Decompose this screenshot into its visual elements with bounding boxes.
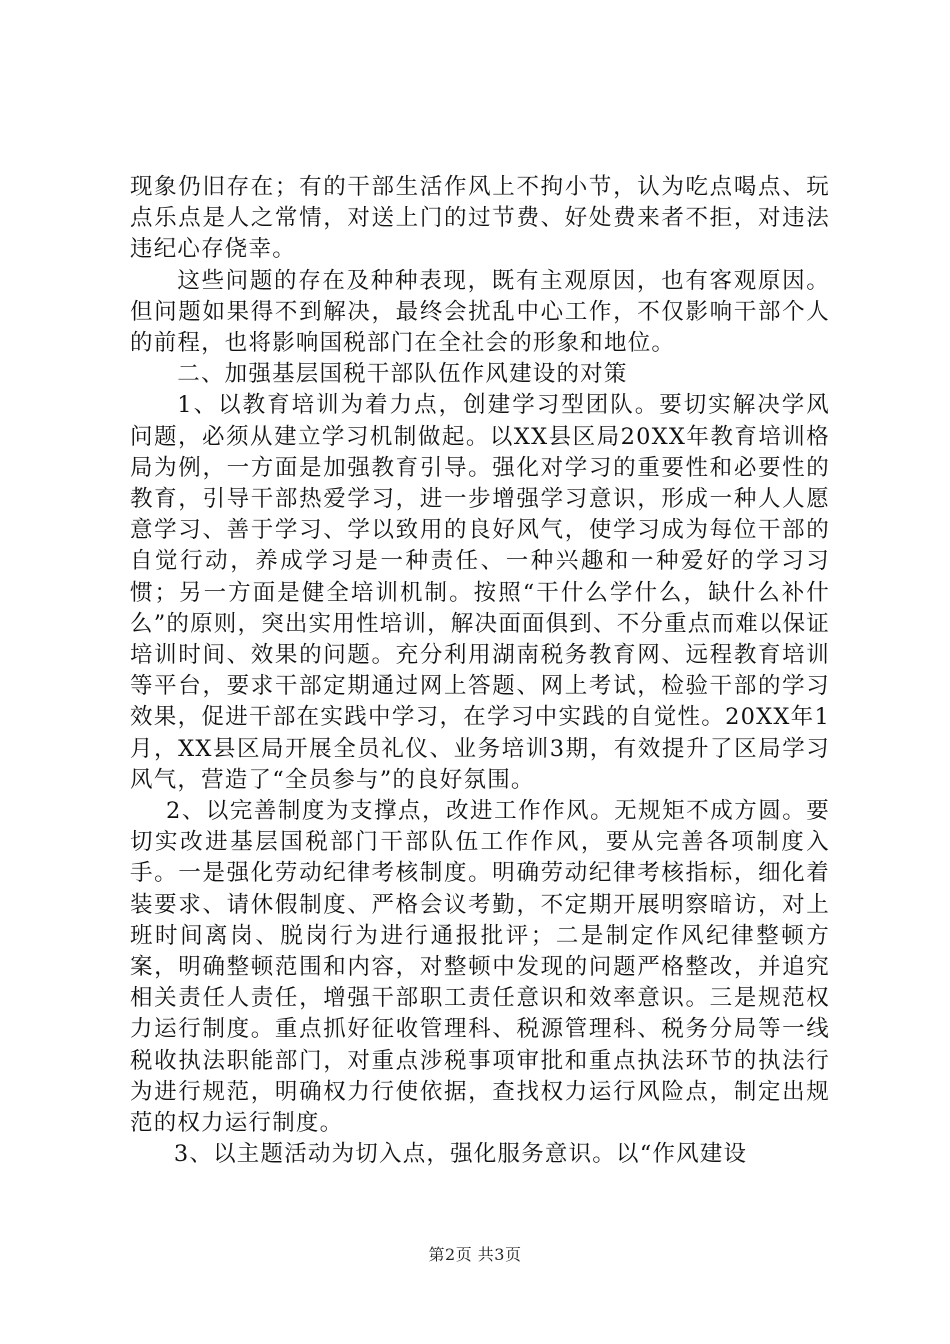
section-heading-countermeasures: 二、加强基层国税干部队伍作风建设的对策 — [177, 361, 628, 388]
paragraph-theme-activity: 3、以主题活动为切入点，强化服务意识。以“作风建设 — [173, 1141, 748, 1168]
paragraph-continuation: 现象仍旧存在；有的干部生活作风上不拘小节，认为吃点喝点、玩点乐点是人之常情，对送上门的过节费、好处费来者不拒，对违法违纪心存侥幸。 — [130, 174, 830, 263]
paragraph-improve-system: 2、以完善制度为支撑点，改进工作作风。无规矩不成方圆。要切实改进基层国税部门干部队伍工作作风，要从完善各项制度入手。一是强化劳动纪律考核制度。明确劳动纪律考核指标，细化着装要求、请休假制度、严格会议考勤，不定期开展明察暗访，对上班时间离岗、脱岗行为进行通报批评；二是制定作风纪律整顿方案，明确整顿范围和内容，对整顿中发现的问题严格整改，并追究相关责任人责任，增强干部职工责任意识和效率意识。三是规范权力运行制度。重点抓好征收管理科、税源管理科、税务分局等一线税收执法职能部门，对重点涉税事项审批和重点执法环节的执法行为进行规范，明确权力行使依据，查找权力运行风险点，制定出规范的权力运行制度。 — [130, 798, 830, 1137]
paragraph-education-training: 1、以教育培训为着力点，创建学习型团队。要切实解决学风问题，必须从建立学习机制做起。以XX县区局20XX年教育培训格局为例，一方面是加强教育引导。强化对学习的重要性和必要性的教育，引导干部热爱学习，进一步增强学习意识，形成一种人人愿意学习、善于学习、学以致用的良好风气，使学习成为每位干部的自觉行动，养成学习是一种责任、一种兴趣和一种爱好的学习习惯；另一方面是健全培训机制。按照“干什么学什么，缺什么补什么”的原则，突出实用性培训，解决面面俱到、不分重点而难以保证培训时间、效果的问题。充分利用湖南税务教育网、远程教育培训等平台，要求干部定期通过网上答题、网上考试，检验干部的学习效果，促进干部在实践中学习，在学习中实践的自觉性。20XX年1月，XX县区局开展全员礼仪、业务培训3期，有效提升了区局学习风气，营造了“全员参与”的良好氛围。 — [130, 392, 831, 793]
document-body — [130, 172, 830, 1171]
paragraph-problem-causes: 这些问题的存在及种种表现，既有主观原因，也有客观原因。但问题如果得不到解决，最终会扰乱中心工作，不仅影响干部个人的前程，也将影响国税部门在全社会的形象和地位。 — [130, 267, 830, 357]
page-number-footer: 第2页 共3页 — [428, 1245, 522, 1264]
